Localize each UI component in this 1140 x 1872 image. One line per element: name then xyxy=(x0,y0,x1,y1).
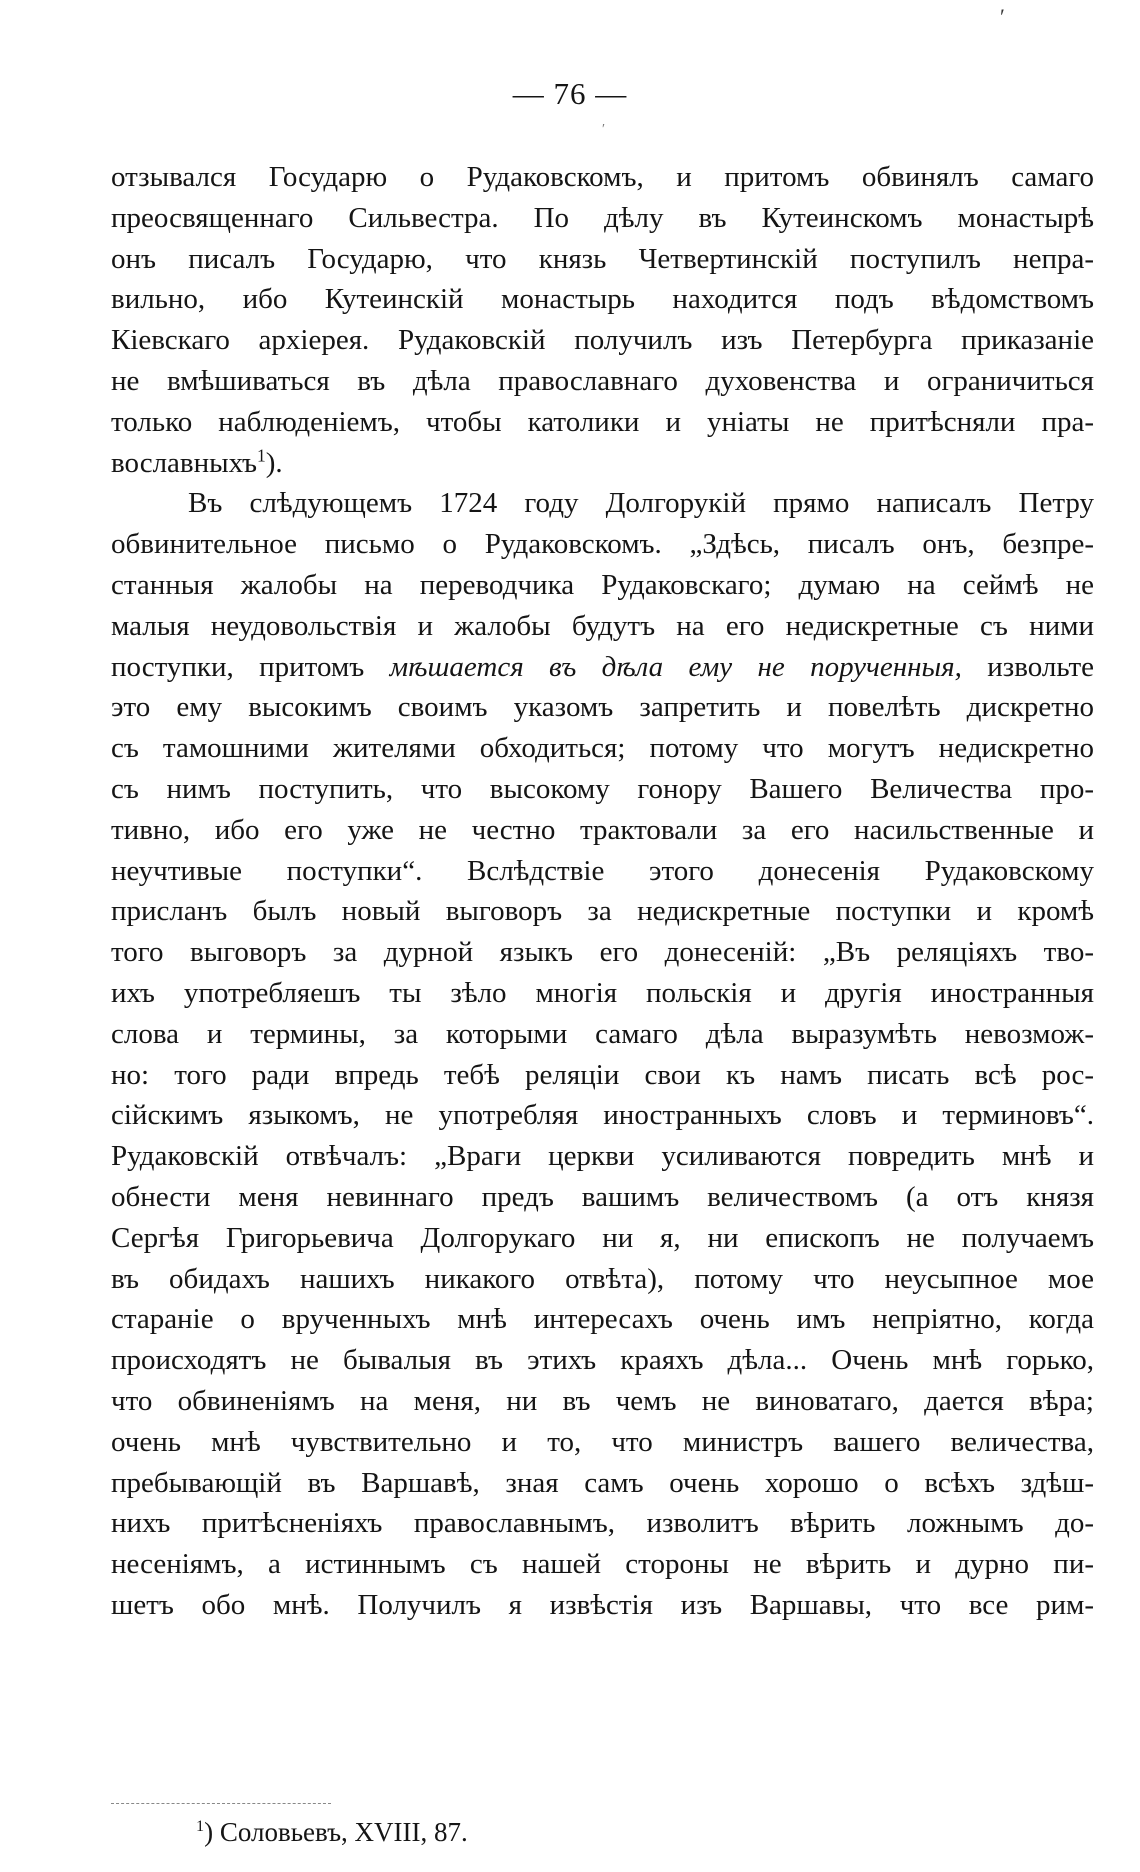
text-line: Сергѣя Григорьевича Долгорукаго ни я, ни епископъ не получаемъ xyxy=(111,1221,1094,1254)
main-text xyxy=(111,157,1094,1626)
text-line: обнести меня невиннаго предъ вашимъ величествомъ (а отъ князя xyxy=(111,1180,1094,1213)
footnote xyxy=(196,1817,468,1848)
text-line: шетъ обо мнѣ. Получилъ я извѣстія изъ Варшавы, что все рим- xyxy=(111,1588,1094,1621)
text-line: малыя неудовольствія и жалобы будутъ на его недискретные съ ними xyxy=(111,609,1094,642)
text-line: происходятъ не бывалыя въ этихъ краяхъ дѣла... Очень мнѣ горько, xyxy=(111,1344,1094,1377)
text-line: въ обидахъ нашихъ никакого отвѣта), потому что неусыпное мое xyxy=(111,1262,1094,1295)
tick-mark: ′ xyxy=(602,122,606,137)
text-line: нихъ притѣсненіяхъ православнымъ, изволитъ вѣрить ложнымъ до- xyxy=(111,1507,1094,1540)
text-line: неучтивые поступки“. Вслѣдствіе этого донесенія Рудаковскому xyxy=(111,854,1094,887)
text-line: того выговоръ за дурной языкъ его донесеній: „Въ реляціяхъ тво- xyxy=(111,936,1094,969)
text-line: тивно, ибо его уже не честно трактовали за его насильственные и xyxy=(111,813,1094,846)
footnote-text: ) Соловьевъ, XVIII, 87. xyxy=(204,1817,468,1847)
text-line-with-footnote xyxy=(111,443,1094,484)
text-line: только наблюденіемъ, чтобы католики и уніаты не притѣсняли пра- xyxy=(111,405,1094,438)
text-line: преосвященнаго Сильвестра. По дѣлу въ Кутеинскомъ монастырѣ xyxy=(111,201,1094,234)
text-line: вильно, ибо Кутеинскій монастырь находится подъ вѣдомствомъ xyxy=(111,283,1094,316)
text-line: отзывался Государю о Рудаковскомъ, и притомъ обвинялъ самаго xyxy=(111,161,1094,193)
text-line-with-italic xyxy=(111,647,1094,688)
text-line: Кіевскаго архіерея. Рудаковскій получилъ изъ Петербурга приказаніе xyxy=(111,324,1094,357)
text-line: обвинительное письмо о Рудаковскомъ. „Здѣсь, писалъ онъ, безпре- xyxy=(111,528,1094,561)
text-line: что обвиненіямъ на меня, ни въ чемъ не виноватаго, дается вѣра; xyxy=(111,1384,1094,1417)
text-line: сійскимъ языкомъ, не употребляя иностранныхъ словъ и терминовъ“. xyxy=(111,1099,1094,1132)
text-line-end: ). xyxy=(265,446,283,479)
text-line: это ему высокимъ своимъ указомъ запретить и повелѣть дискретно xyxy=(111,691,1094,724)
text-line: съ тамошними жителями обходиться; потому что могутъ недискретно xyxy=(111,732,1094,765)
page-number: — 76 — xyxy=(512,76,628,111)
text-line: станныя жалобы на переводчика Рудаковскаго; думаю на сеймѣ не xyxy=(111,568,1094,601)
italic-quote: мѣшается въ дѣла ему не порученныя, xyxy=(389,650,962,683)
text-segment: извольте xyxy=(987,650,1095,683)
text-segment: поступки, притомъ xyxy=(111,650,365,683)
text-line: пребывающій въ Варшавѣ, зная самъ очень хорошо о всѣхъ здѣш- xyxy=(111,1466,1094,1499)
text-line: слова и термины, за которыми самаго дѣла выразумѣть невозмож- xyxy=(111,1017,1094,1050)
text-line: ихъ употребляешъ ты зѣло многія польскія и другія иностранныя xyxy=(111,976,1094,1009)
text-line: не вмѣшиваться въ дѣла православнаго духовенства и ограничиться xyxy=(111,364,1094,397)
text-line: присланъ былъ новый выговоръ за недискретные поступки и кромѣ xyxy=(111,895,1094,928)
text-line: стараніе о врученныхъ мнѣ интересахъ очень имъ непріятно, когда xyxy=(111,1303,1094,1336)
footnote-divider xyxy=(111,1803,331,1804)
stray-mark: ′ xyxy=(1000,4,1005,29)
footnote-reference: 1 xyxy=(257,444,266,465)
text-line: но: того ради впредь тебѣ реляціи свои къ намъ писать всѣ рос- xyxy=(111,1058,1094,1091)
text-line: очень мнѣ чувствительно и то, что министръ вашего величества, xyxy=(111,1425,1094,1458)
paragraph-start-line: Въ слѣдующемъ 1724 году Долгорукій прямо написалъ Петру xyxy=(188,487,1094,520)
text-line: съ нимъ поступить, что высокому гонору Вашего Величества про- xyxy=(111,772,1094,805)
text-line: онъ писалъ Государю, что князь Четвертинскій поступилъ непра- xyxy=(111,242,1094,275)
footnote-mark: 1 xyxy=(196,1817,205,1835)
text-line: несеніямъ, а истиннымъ съ нашей стороны не вѣрить и дурно пи- xyxy=(111,1548,1094,1581)
text-line: Рудаковскій отвѣчалъ: „Враги церкви усиливаются повредить мнѣ и xyxy=(111,1140,1094,1173)
text-line-start: вославныхъ xyxy=(111,446,258,479)
